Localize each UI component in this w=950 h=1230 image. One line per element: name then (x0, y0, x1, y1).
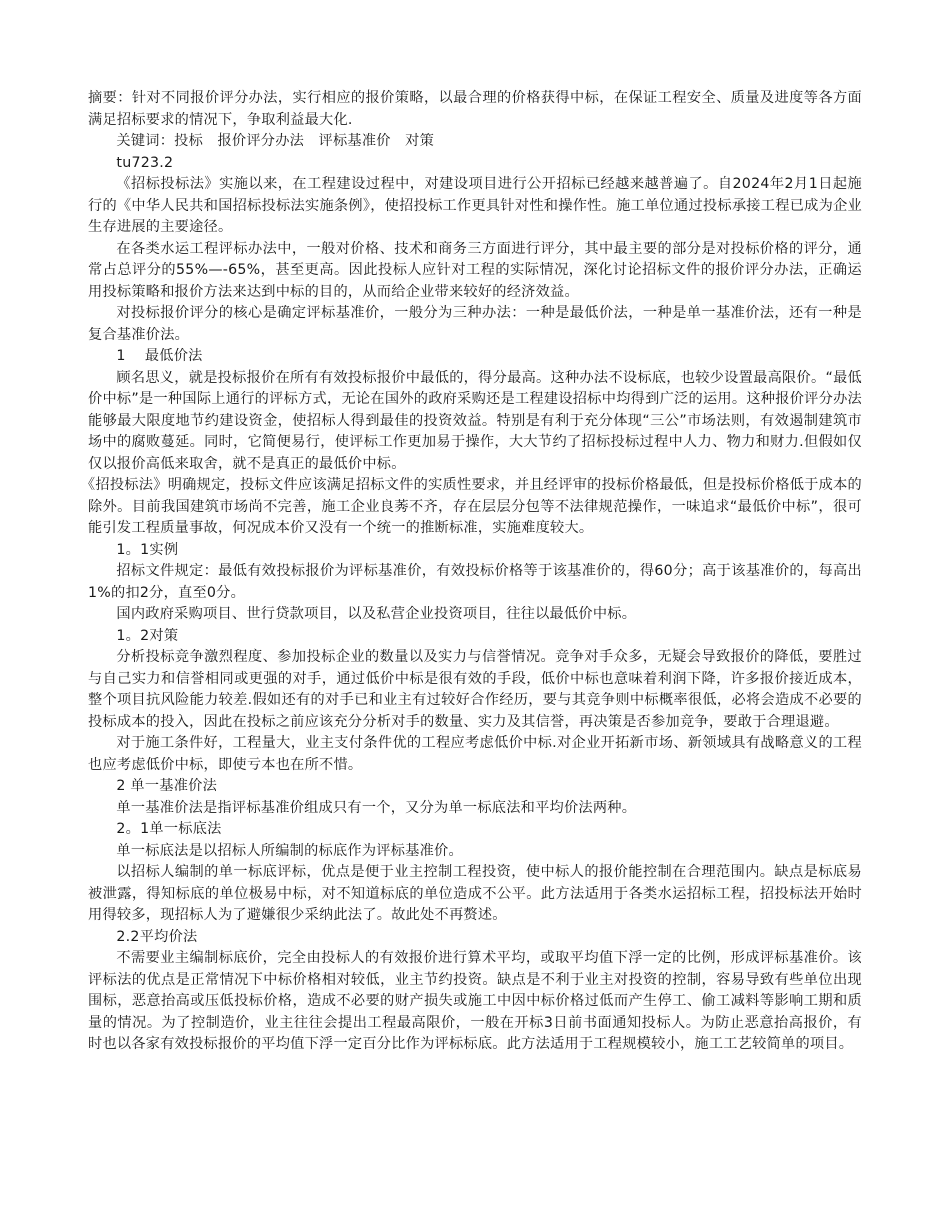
intro-paragraph-3: 对投标报价评分的核心是确定评标基准价，一般分为三种办法：一种是最低价法，一种是单一基准价法，还有一种是复合基准价法。 (88, 305, 862, 343)
section-1-1-paragraph-1: 招标文件规定：最低有效投标报价为评标基准价，有效投标价格等于该基准价的，得60分；高于该基准价的，每高出1%的扣2分，直至0分。 (88, 563, 862, 601)
section-2-1-heading: 2。1单一标底法 (116, 821, 222, 837)
intro-paragraph-2: 在各类水运工程评标办法中，一般对价格、技术和商务三方面进行评分，其中最主要的部分是对投标价格的评分，通常占总评分的55%—-65%，甚至更高。因此投标人应针对工程的实际情况，深化讨论招标文件的报价评分办法，正确运用投标策略和报价方法来达到中标的目的，从而给企业带来较好的经济效益。 (88, 240, 862, 300)
section-2-1-paragraph-1: 单一标底法是以招标人所编制的标底作为评标基准价。 (116, 842, 463, 859)
section-2-paragraph-1: 单一基准价法是指评标基准价组成只有一个，又分为单一标底法和平均价法两种。 (116, 799, 637, 816)
abstract: 摘要：针对不同报价评分办法，实行相应的报价策略，以最合理的价格获得中标，在保证工程安全、质量及进度等各方面满足招标要求的情况下，争取利益最大化. (88, 90, 862, 128)
intro-paragraph-1: 《招标投标法》实施以来，在工程建设过程中，对建设项目进行公开招标已经越来越普遍了。自2024年2月1日起施行的《中华人民共和国招标投标法实施条例》，使招投标工作更具针对性和操作性。施工单位通过投标承接工程已成为企业生存进展的主要途径。 (88, 176, 862, 235)
classification-code: tu723.2 (116, 154, 174, 171)
section-1-paragraph-1: 顾名思义，就是投标报价在所有有效投标报价中最低的，得分最高。这种办法不设标底，也较少设置最高限价。“最低价中标”是一种国际上通行的评标方式，无论在国外的政府采购还是工程建设招标中均得到广泛的运用。这种报价评分办法能够最大限度地节约建设资金，使招标人得到最佳的投资效益。特别是有利于充分体现“三公”市场法则，有效遏制建筑市场中的腐败蔓延。同时，它简便易行，使评标工作更加易于操作，大大节约了招标投标过程中人力、物力和财力.但假如仅仅以报价高低来取舍，就不是真正的最低价中标。 (88, 369, 862, 472)
section-2-2-paragraph-1: 不需要业主编制标底价，完全由投标人的有效报价进行算术平均，或取平均值下浮一定的比例，形成评标基准价。该评标法的优点是正常情况下中标价格相对较低，业主节约投资。缺点是不利于业主对投资的控制，容易导致有些单位出现围标，恶意抬高或压低投标价格，造成不必要的财产损失或施工中因中标价格过低而产生停工、偷工减料等影响工期和质量的情况。为了控制造价，业主往往会提出工程最高限价，一般在开标3日前书面通知投标人。为防止恶意抬高报价，有时也以各家有效投标报价的平均值下浮一定百分比作为评标标底。此方法适用于工程规模较小，施工工艺较简单的项目。 (88, 950, 862, 1052)
section-1-paragraph-2: 《招投标法》明确规定，投标文件应该满足招标文件的实质性要求，并且经评审的投标价格最低，但是投标价格低于成本的除外。目前我国建筑市场尚不完善，施工企业良莠不齐，存在层层分包等不法律规范操作，一味追求“最低价中标”，很可能引发工程质量事故，何况成本价又没有一个统一的推断标准，实施难度较大。 (80, 477, 862, 536)
section-1-2-paragraph-2: 对于施工条件好，工程量大，业主支付条件优的工程应考虑低价中标.对企业开拓新市场、新领域具有战略意义的工程也应考虑低价中标，即使亏本也在所不惜。 (88, 735, 862, 773)
document-page (80, 88, 862, 1056)
keywords: 关键词：投标 报价评分办法 评标基准价 对策 (116, 133, 435, 149)
section-1-1-paragraph-2: 国内政府采购项目、世行贷款项目，以及私营企业投资项目，往往以最低价中标。 (116, 606, 637, 622)
section-1-heading: 1 最低价法 (116, 348, 203, 364)
section-1-2-paragraph-1: 分析投标竞争激烈程度、参加投标企业的数量以及实力与信誉情况。竞争对手众多，无疑会导致报价的降低，要胜过与自己实力和信誉相同或更强的对手，通过低价中标是很有效的手段，低价中标也意味着利润下降，许多报价接近成本，整个项目抗风险能力较差.假如还有的对手已和业主有过较好合作经历，要与其竞争则中标概率很低，必将会造成不必要的投标成本的投入，因此在投标之前应该充分分析对手的数量、实力及其信誉，再决策是否参加竞争，要敢于合理退避。 (88, 649, 862, 730)
section-2-1-paragraph-2: 以招标人编制的单一标底评标，优点是便于业主控制工程投资，使中标人的报价能控制在合理范围内。缺点是标底易被泄露，得知标底的单位极易中标，对不知道标底的单位造成不公平。此方法适用于各类水运招标工程，招投标法开始时用得较多，现招标人为了避嫌很少采纳此法了。故此处不再赘述。 (88, 864, 862, 923)
section-1-1-heading: 1。1实例 (116, 541, 179, 558)
section-2-heading: 2 单一基准价法 (116, 778, 218, 794)
section-1-2-heading: 1。2对策 (116, 627, 179, 644)
section-2-2-heading: 2.2平均价法 (116, 928, 198, 945)
